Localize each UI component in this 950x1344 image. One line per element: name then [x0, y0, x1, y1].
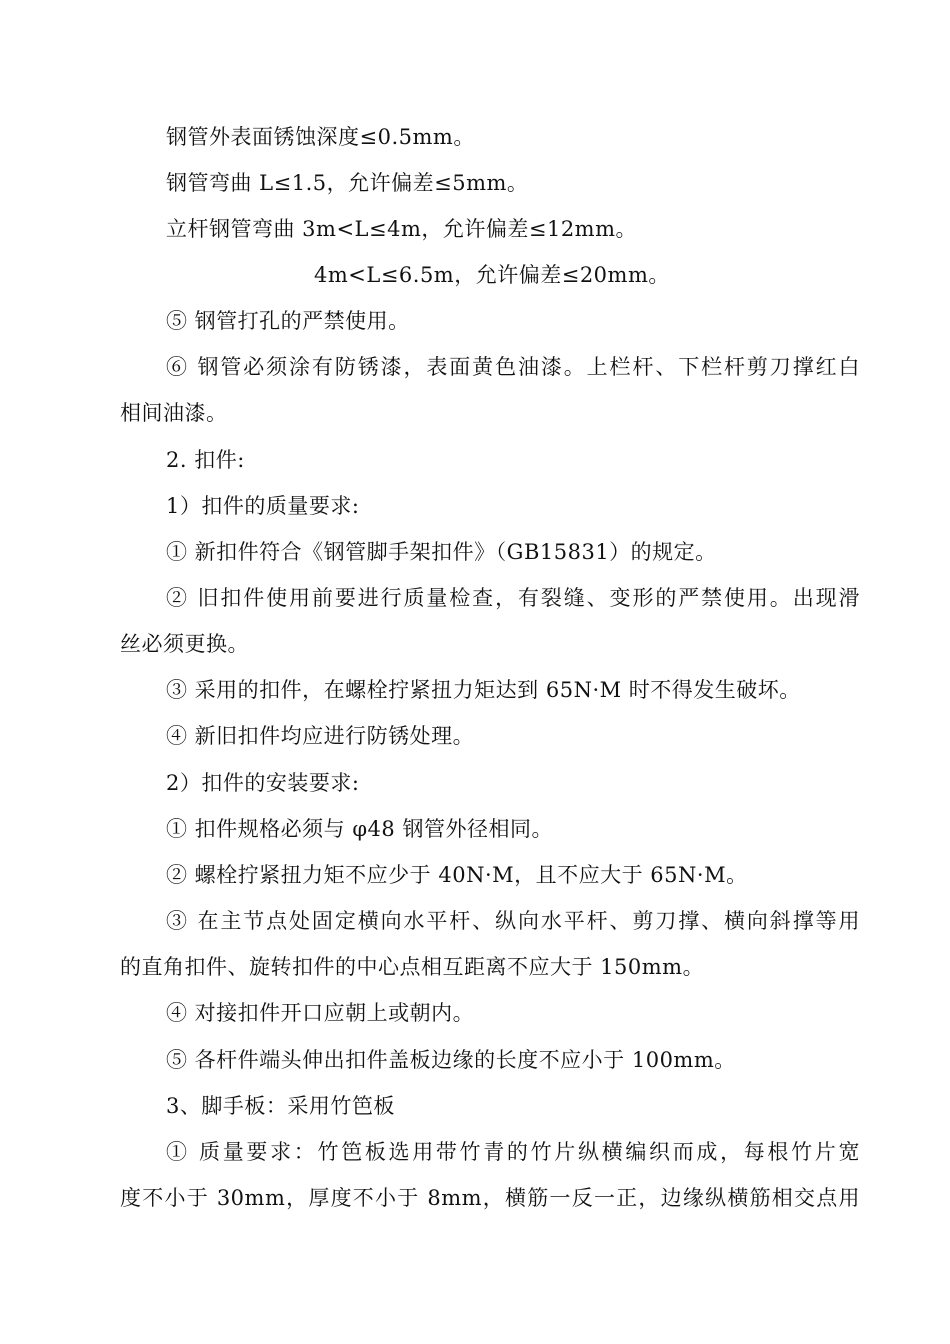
- text-line-17: ② 螺栓拧紧扭力矩不应少于 40N·M，且不应大于 65N·M。: [166, 863, 748, 887]
- text-line-11: ② 旧扣件使用前要进行质量检查，有裂缝、变形的严禁使用。出现滑: [166, 586, 860, 610]
- text-line-2: 钢管弯曲 L≤1.5，允许偏差≤5mm。: [166, 171, 529, 195]
- text-line-21: ⑤ 各杆件端头伸出扣件盖板边缘的长度不应小于 100mm。: [166, 1048, 736, 1072]
- subsection-heading-installation: 2）扣件的安装要求:: [166, 771, 360, 795]
- text-line-5: ⑤ 钢管打孔的严禁使用。: [166, 309, 410, 333]
- text-line-1: 钢管外表面锈蚀深度≤0.5mm。: [166, 125, 475, 149]
- text-line-16: ① 扣件规格必须与 φ48 钢管外径相同。: [166, 817, 553, 841]
- text-line-20: ④ 对接扣件开口应朝上或朝内。: [166, 1001, 475, 1025]
- text-line-4: 4m<L≤6.5m，允许偏差≤20mm。: [314, 263, 670, 287]
- text-line-10: ① 新扣件符合《钢管脚手架扣件》（GB15831）的规定。: [166, 540, 717, 564]
- section-heading-fasteners: 2. 扣件:: [166, 448, 245, 472]
- text-line-12: 丝必须更换。: [120, 632, 249, 656]
- text-line-13: ③ 采用的扣件，在螺栓拧紧扭力矩达到 65N·M 时不得发生破坏。: [166, 678, 801, 702]
- text-line-7: 相间油漆。: [120, 401, 228, 425]
- section-heading-scaffold-board: 3、脚手板：采用竹笆板: [166, 1094, 395, 1118]
- text-line-14: ④ 新旧扣件均应进行防锈处理。: [166, 724, 475, 748]
- text-line-19: 的直角扣件、旋转扣件的中心点相互距离不应大于 150mm。: [120, 955, 705, 979]
- text-line-6: ⑥ 钢管必须涂有防锈漆，表面黄色油漆。上栏杆、下栏杆剪刀撑红白: [166, 355, 860, 379]
- text-line-23: ① 质量要求：竹笆板选用带竹青的竹片纵横编织而成，每根竹片宽: [166, 1140, 860, 1164]
- text-line-24: 度不小于 30mm，厚度不小于 8mm，横筋一反一正，边缘纵横筋相交点用: [120, 1186, 860, 1210]
- text-line-3: 立杆钢管弯曲 3m<L≤4m，允许偏差≤12mm。: [166, 217, 638, 241]
- text-line-18: ③ 在主节点处固定横向水平杆、纵向水平杆、剪刀撑、横向斜撑等用: [166, 909, 860, 933]
- subsection-heading-quality: 1）扣件的质量要求:: [166, 494, 360, 518]
